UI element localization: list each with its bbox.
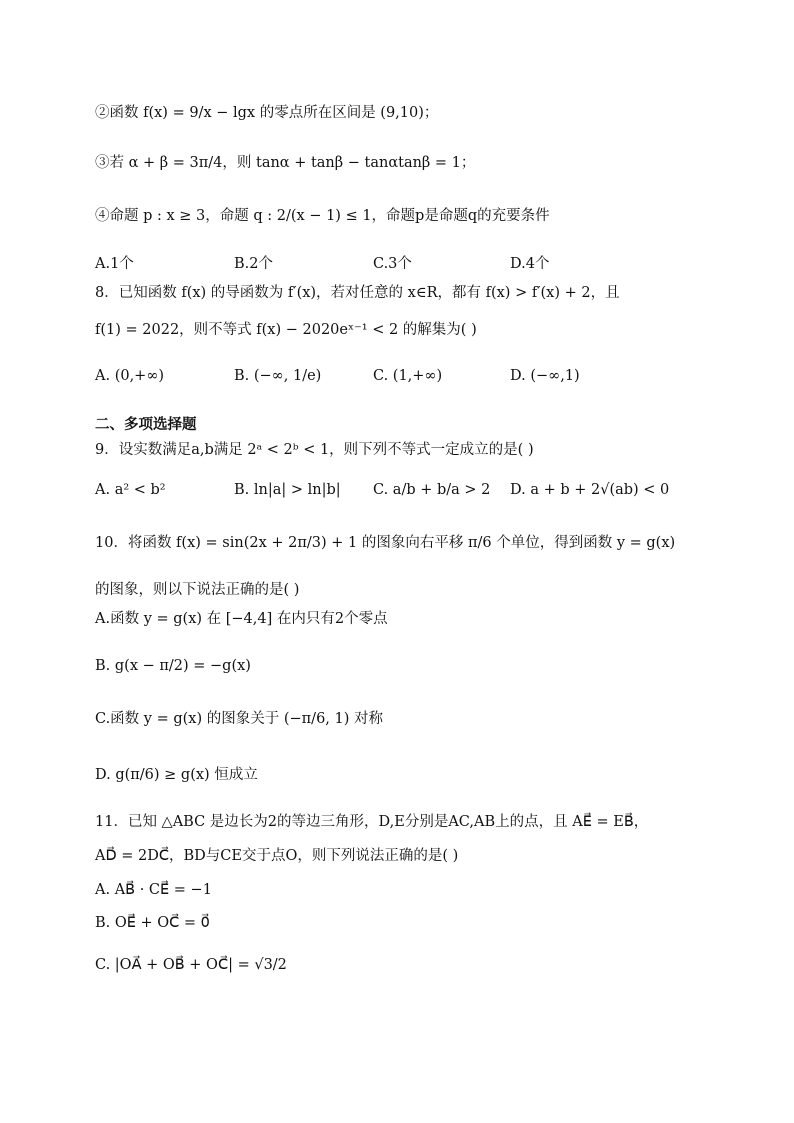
q8-option-d: D. (−∞,1) [510, 368, 580, 384]
q9-option-d: D. a + b + 2√(ab) < 0 [510, 482, 670, 498]
q7-statement-3: ③若 α + β = 3π/4，则 tanα + tanβ − tanαtanβ = 1； [95, 155, 476, 171]
q11-option-c: C. |OA⃗ + OB⃗ + OC⃗| = √3/2 [95, 957, 287, 973]
q9-stem: 9．设实数满足a,b满足 2ᵃ < 2ᵇ < 1，则下列不等式一定成立的是( ) [95, 442, 534, 458]
q11-stem-line2: AD⃗ = 2DC⃗，BD与CE交于点O，则下列说法正确的是( ) [95, 848, 459, 864]
q10-option-a: A.函数 y = g(x) 在 [−4,4] 在内只有2个零点 [95, 611, 388, 627]
q9-option-c: C. a/b + b/a > 2 [373, 482, 491, 498]
q7-option-b: B.2个 [234, 256, 273, 272]
q8-stem-line2: f(1) = 2022，则不等式 f(x) − 2020eˣ⁻¹ < 2 的解集为( ) [95, 322, 477, 338]
q10-stem-line1: 10．将函数 f(x) = sin(2x + 2π/3) + 1 的图象向右平移 π/6 个单位，得到函数 y = g(x) [95, 535, 676, 551]
q9-option-b: B. ln|a| > ln|b| [234, 482, 341, 498]
q8-stem-line1: 8．已知函数 f(x) 的导函数为 f′(x)，若对任意的 x∈R，都有 f(x) > f′(x) + 2，且 [95, 285, 620, 301]
q8-option-b: B. (−∞, 1/e) [234, 368, 322, 384]
q7-statement-4: ④命题 p : x ≥ 3，命题 q : 2/(x − 1) ≤ 1，命题p是命题q的充要条件 [95, 208, 550, 224]
q8-option-c: C. (1,+∞) [373, 368, 443, 384]
q7-option-c: C.3个 [373, 256, 412, 272]
q9-option-a: A. a² < b² [95, 482, 166, 498]
q11-option-b: B. OE⃗ + OC⃗ = 0⃗ [95, 915, 210, 931]
q10-stem-line2: 的图象，则以下说法正确的是( ) [95, 582, 300, 598]
q8-option-a: A. (0,+∞) [95, 368, 165, 384]
q7-option-d: D.4个 [510, 256, 550, 272]
q7-statement-2: ②函数 f(x) = 9/x − lgx 的零点所在区间是 (9,10)； [95, 105, 439, 121]
q11-option-a: A. AB⃗ · CE⃗ = −1 [95, 882, 212, 898]
q11-stem-line1: 11．已知 △ABC 是边长为2的等边三角形，D,E分别是AC,AB上的点，且 AE⃗ = EB⃗， [95, 814, 649, 830]
q7-option-a: A.1个 [95, 256, 134, 272]
q10-option-d: D. g(π/6) ≥ g(x) 恒成立 [95, 767, 258, 783]
section-heading-multiple-choice: 二、多项选择题 [95, 417, 197, 433]
q10-option-c: C.函数 y = g(x) 的图象关于 (−π/6, 1) 对称 [95, 711, 384, 727]
q10-option-b: B. g(x − π/2) = −g(x) [95, 658, 251, 674]
